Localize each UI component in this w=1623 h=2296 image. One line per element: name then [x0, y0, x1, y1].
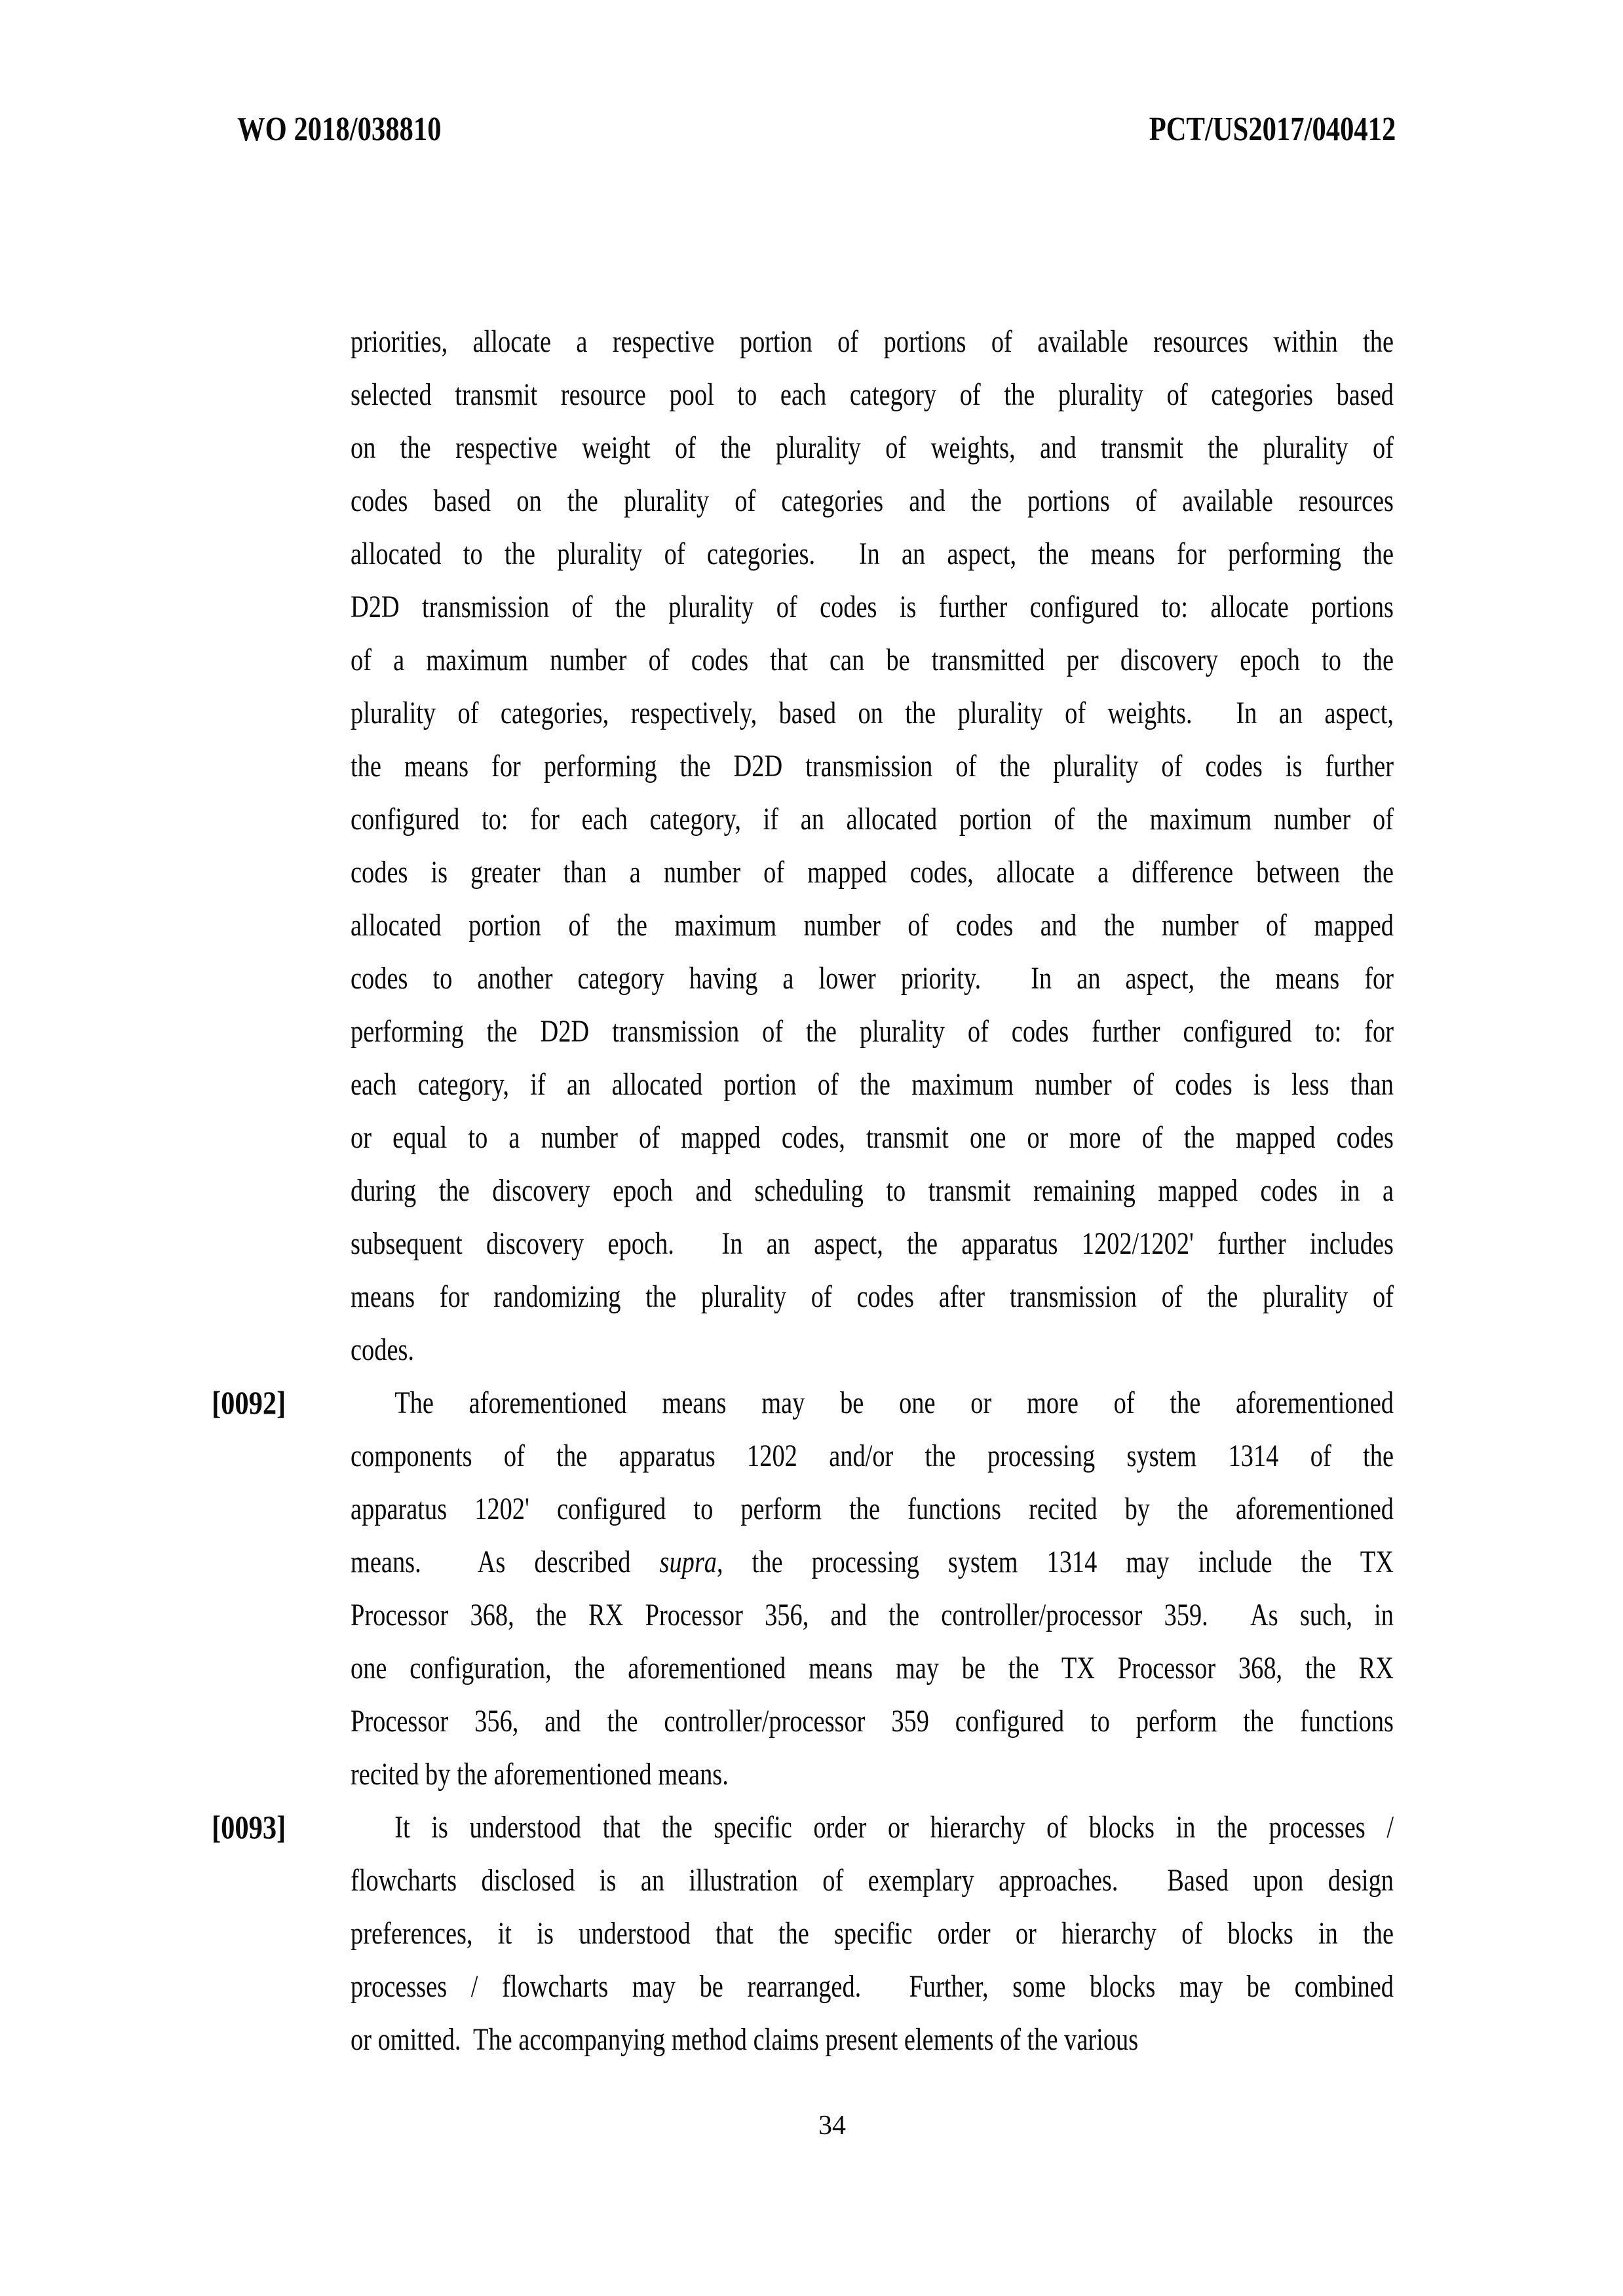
text-line: one configuration, the aforementioned means may be the TX Processor 368, the RX: [351, 1651, 1394, 1685]
text-line: plurality of categories, respectively, based on the plurality of weights. In an aspect,: [351, 696, 1394, 730]
text-line: processes / flowcharts may be rearranged. Further, some blocks may be combined: [351, 1969, 1394, 2004]
text-line: the means for performing the D2D transmission of the plurality of codes is further: [351, 749, 1394, 783]
paragraph-number: [0093]: [212, 1809, 286, 1845]
text-line: on the respective weight of the plurality of weights, and transmit the plurality of: [351, 430, 1394, 465]
page-number: 34: [818, 2111, 846, 2141]
text-line: D2D transmission of the plurality of codes is further configured to: allocate portions: [351, 590, 1394, 624]
text-line: selected transmit resource pool to each category of the plurality of categories based: [351, 377, 1394, 412]
text-line: performing the D2D transmission of the plurality of codes further configured to: for: [351, 1014, 1394, 1049]
text-line: The aforementioned means may be one or more of the aforementioned: [394, 1385, 1394, 1420]
text-line: during the discovery epoch and scheduling to transmit remaining mapped codes in a: [351, 1173, 1394, 1208]
text-line: or equal to a number of mapped codes, transmit one or more of the mapped codes: [351, 1120, 1394, 1155]
text-line: components of the apparatus 1202 and/or the processing system 1314 of the: [351, 1439, 1394, 1473]
text-line: subsequent discovery epoch. In an aspect, the apparatus 1202/1202' further includes: [351, 1226, 1394, 1261]
text-line: means. As described supra, the processing system 1314 may include the TX: [351, 1545, 1394, 1579]
header-publication-number: WO 2018/038810: [237, 111, 442, 148]
text-line: each category, if an allocated portion of the maximum number of codes is less than: [351, 1067, 1394, 1102]
text-line: allocated to the plurality of categories. In an aspect, the means for performing the: [351, 536, 1394, 571]
text-line: codes based on the plurality of categories and the portions of available resources: [351, 483, 1394, 518]
text-flow: [351, 315, 1394, 2066]
text-line: codes is greater than a number of mapped codes, allocate a difference between the: [351, 855, 1394, 890]
text-line: recited by the aforementioned means.: [351, 1757, 729, 1792]
text-line: apparatus 1202' configured to perform the functions recited by the aforementioned: [351, 1492, 1394, 1526]
text-line: configured to: for each category, if an allocated portion of the maximum number of: [351, 802, 1394, 837]
text-line: allocated portion of the maximum number of codes and the number of mapped: [351, 908, 1394, 943]
text-line: codes.: [351, 1332, 415, 1367]
text-line: flowcharts disclosed is an illustration of exemplary approaches. Based upon design: [351, 1863, 1394, 1898]
paragraph-number: [0092]: [212, 1384, 286, 1421]
text-line: It is understood that the specific order or hierarchy of blocks in the processes /: [394, 1810, 1394, 1845]
text-line: preferences, it is understood that the specific order or hierarchy of blocks in the: [351, 1916, 1394, 1951]
header-application-number: PCT/US2017/040412: [1149, 111, 1396, 148]
text-line: of a maximum number of codes that can be transmitted per discovery epoch to the: [351, 643, 1394, 677]
text-line: or omitted. The accompanying method claims present elements of the various: [351, 2022, 1139, 2057]
text-line: means for randomizing the plurality of codes after transmission of the plurality of: [351, 1279, 1394, 1314]
document-body: [212, 315, 1623, 2066]
text-line: priorities, allocate a respective portion of portions of available resources within the: [351, 324, 1394, 359]
text-line: Processor 368, the RX Processor 356, and the controller/processor 359. As such, in: [351, 1598, 1394, 1632]
text-line: codes to another category having a lower priority. In an aspect, the means for: [351, 961, 1394, 996]
text-line: Processor 356, and the controller/processor 359 configured to perform the functions: [351, 1704, 1394, 1739]
